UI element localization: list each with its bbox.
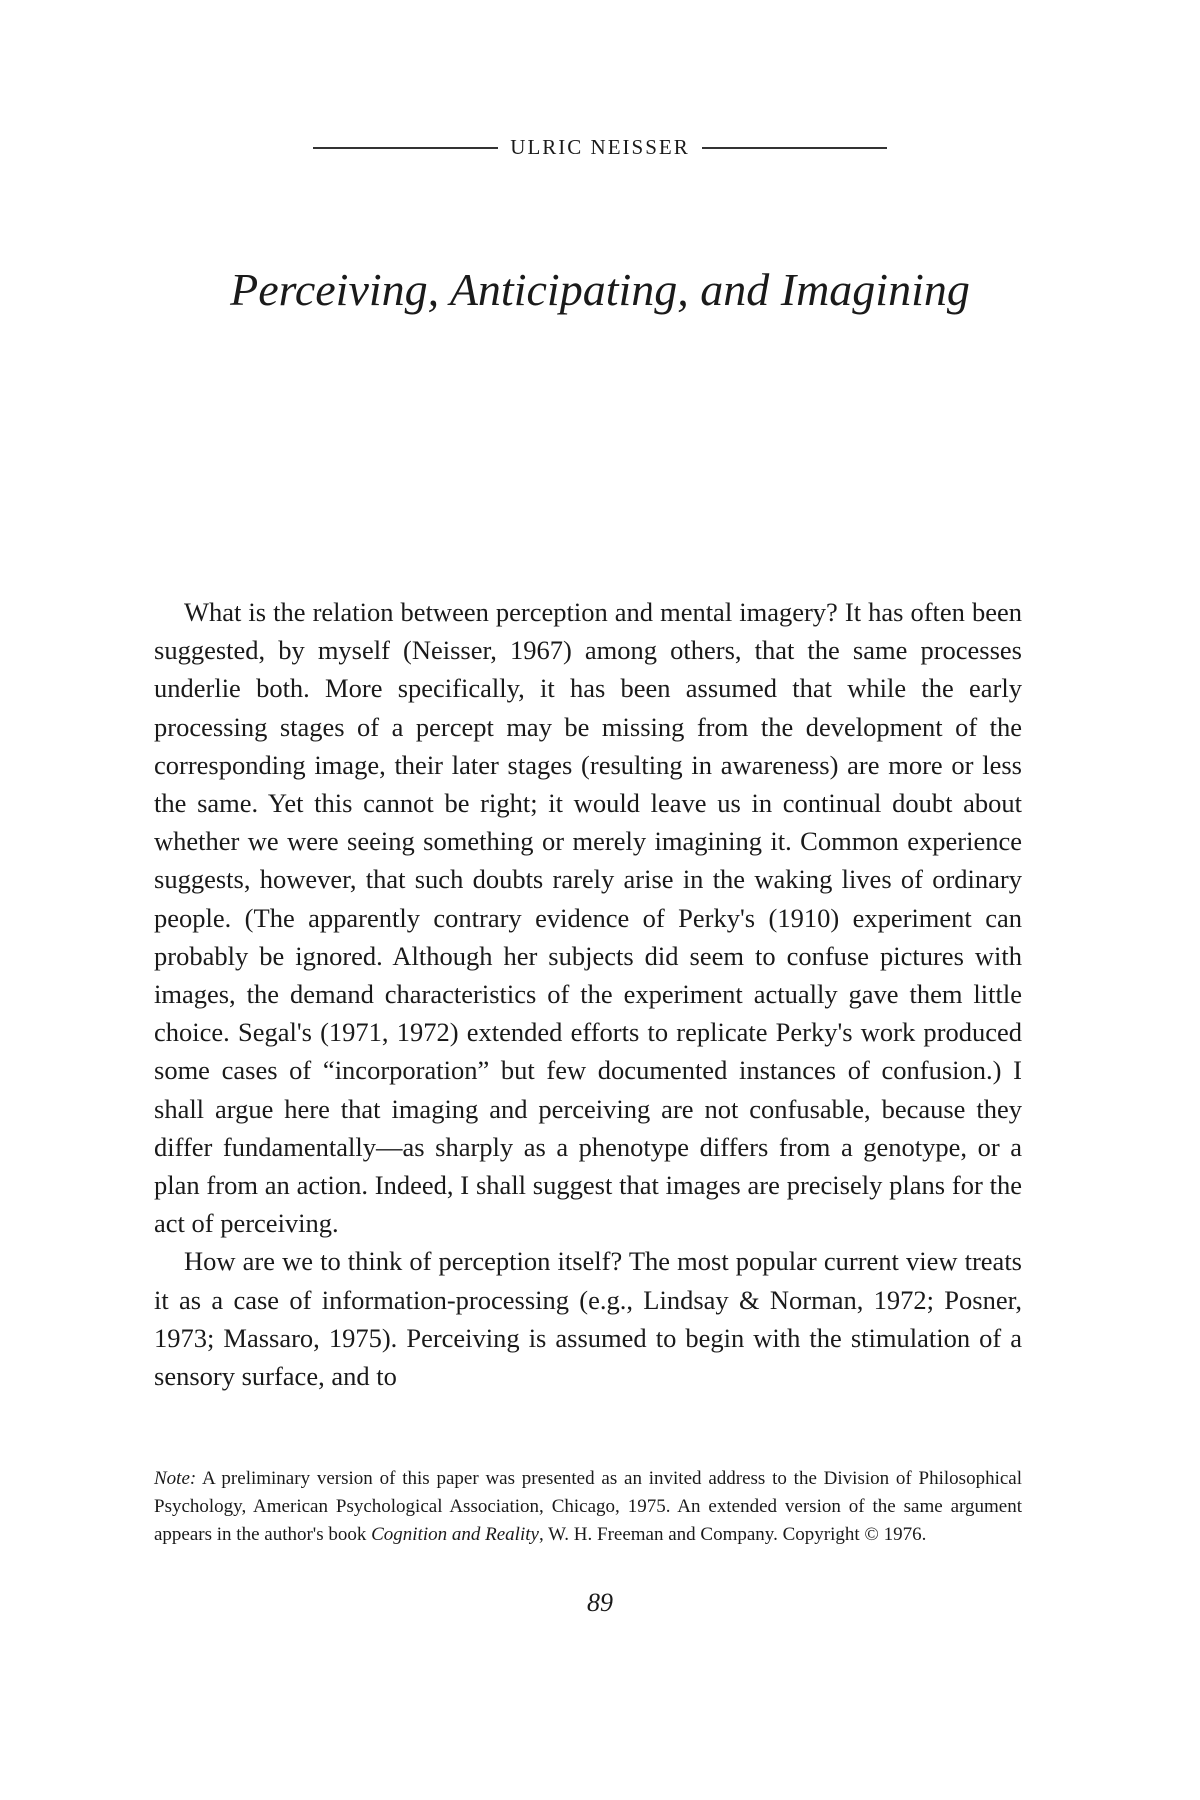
footnote-text-2: , W. H. Freeman and Company. Copyright © 1976. [538,1524,927,1545]
footnote-label: Note: [154,1468,197,1489]
footnote-text-1: A preliminary version of this paper was presented as an invited address to the Division of Philosophical Psychology, American Psychological Association, Chicago, 1975. An extended version of the same argument appears in the author's book [154,1468,1022,1545]
author-name: ULRIC NEISSER [510,135,690,159]
article-body [154,593,1022,1395]
body-paragraph-1: What is the relation between perception and mental imagery? It has often been suggested, by myself (Neisser, 1967) among others, that the same processes underlie both. More specifically, it has been assumed that while the early processing stages of a percept may be missing from the development of the corresponding image, their later stages (resulting in awareness) are more or less the same. Yet this cannot be right; it would leave us in continual doubt about whether we were seeing something or merely imagining it. Common experience suggests, however, that such doubts rarely arise in the waking lives of ordinary people. (The apparently contrary evidence of Perky's (1910) experiment can probably be ignored. Although her subjects did seem to confuse pictures with images, the demand characteristics of the experiment actually gave them little choice. Segal's (1971, 1972) extended efforts to replicate Perky's work produced some cases of “incorporation” but few documented instances of confusion.) I shall argue here that imaging and perceiving are not confusable, because they differ fundamentally—as sharply as a phenotype differs from a genotype, or a plan from an action. Indeed, I shall suggest that images are precisely plans for the act of perceiving. [154,597,1022,1239]
header-rule-right [702,147,887,149]
header-rule-left [313,147,498,149]
footnote-book-title: Cognition and Reality [371,1524,539,1545]
running-header [0,137,1200,158]
body-paragraph-2: How are we to think of perception itself? The most popular current view treats it as a case of information-processing (e.g., Lindsay & Norman, 1972; Posner, 1973; Massaro, 1975). Perceiving is assumed to begin with the stimulation of a sensory surface, and to [154,1246,1022,1392]
article-title: Perceiving, Anticipating, and Imagining [230,264,970,315]
page-number: 89 [587,1588,613,1617]
footnote [154,1465,1022,1549]
